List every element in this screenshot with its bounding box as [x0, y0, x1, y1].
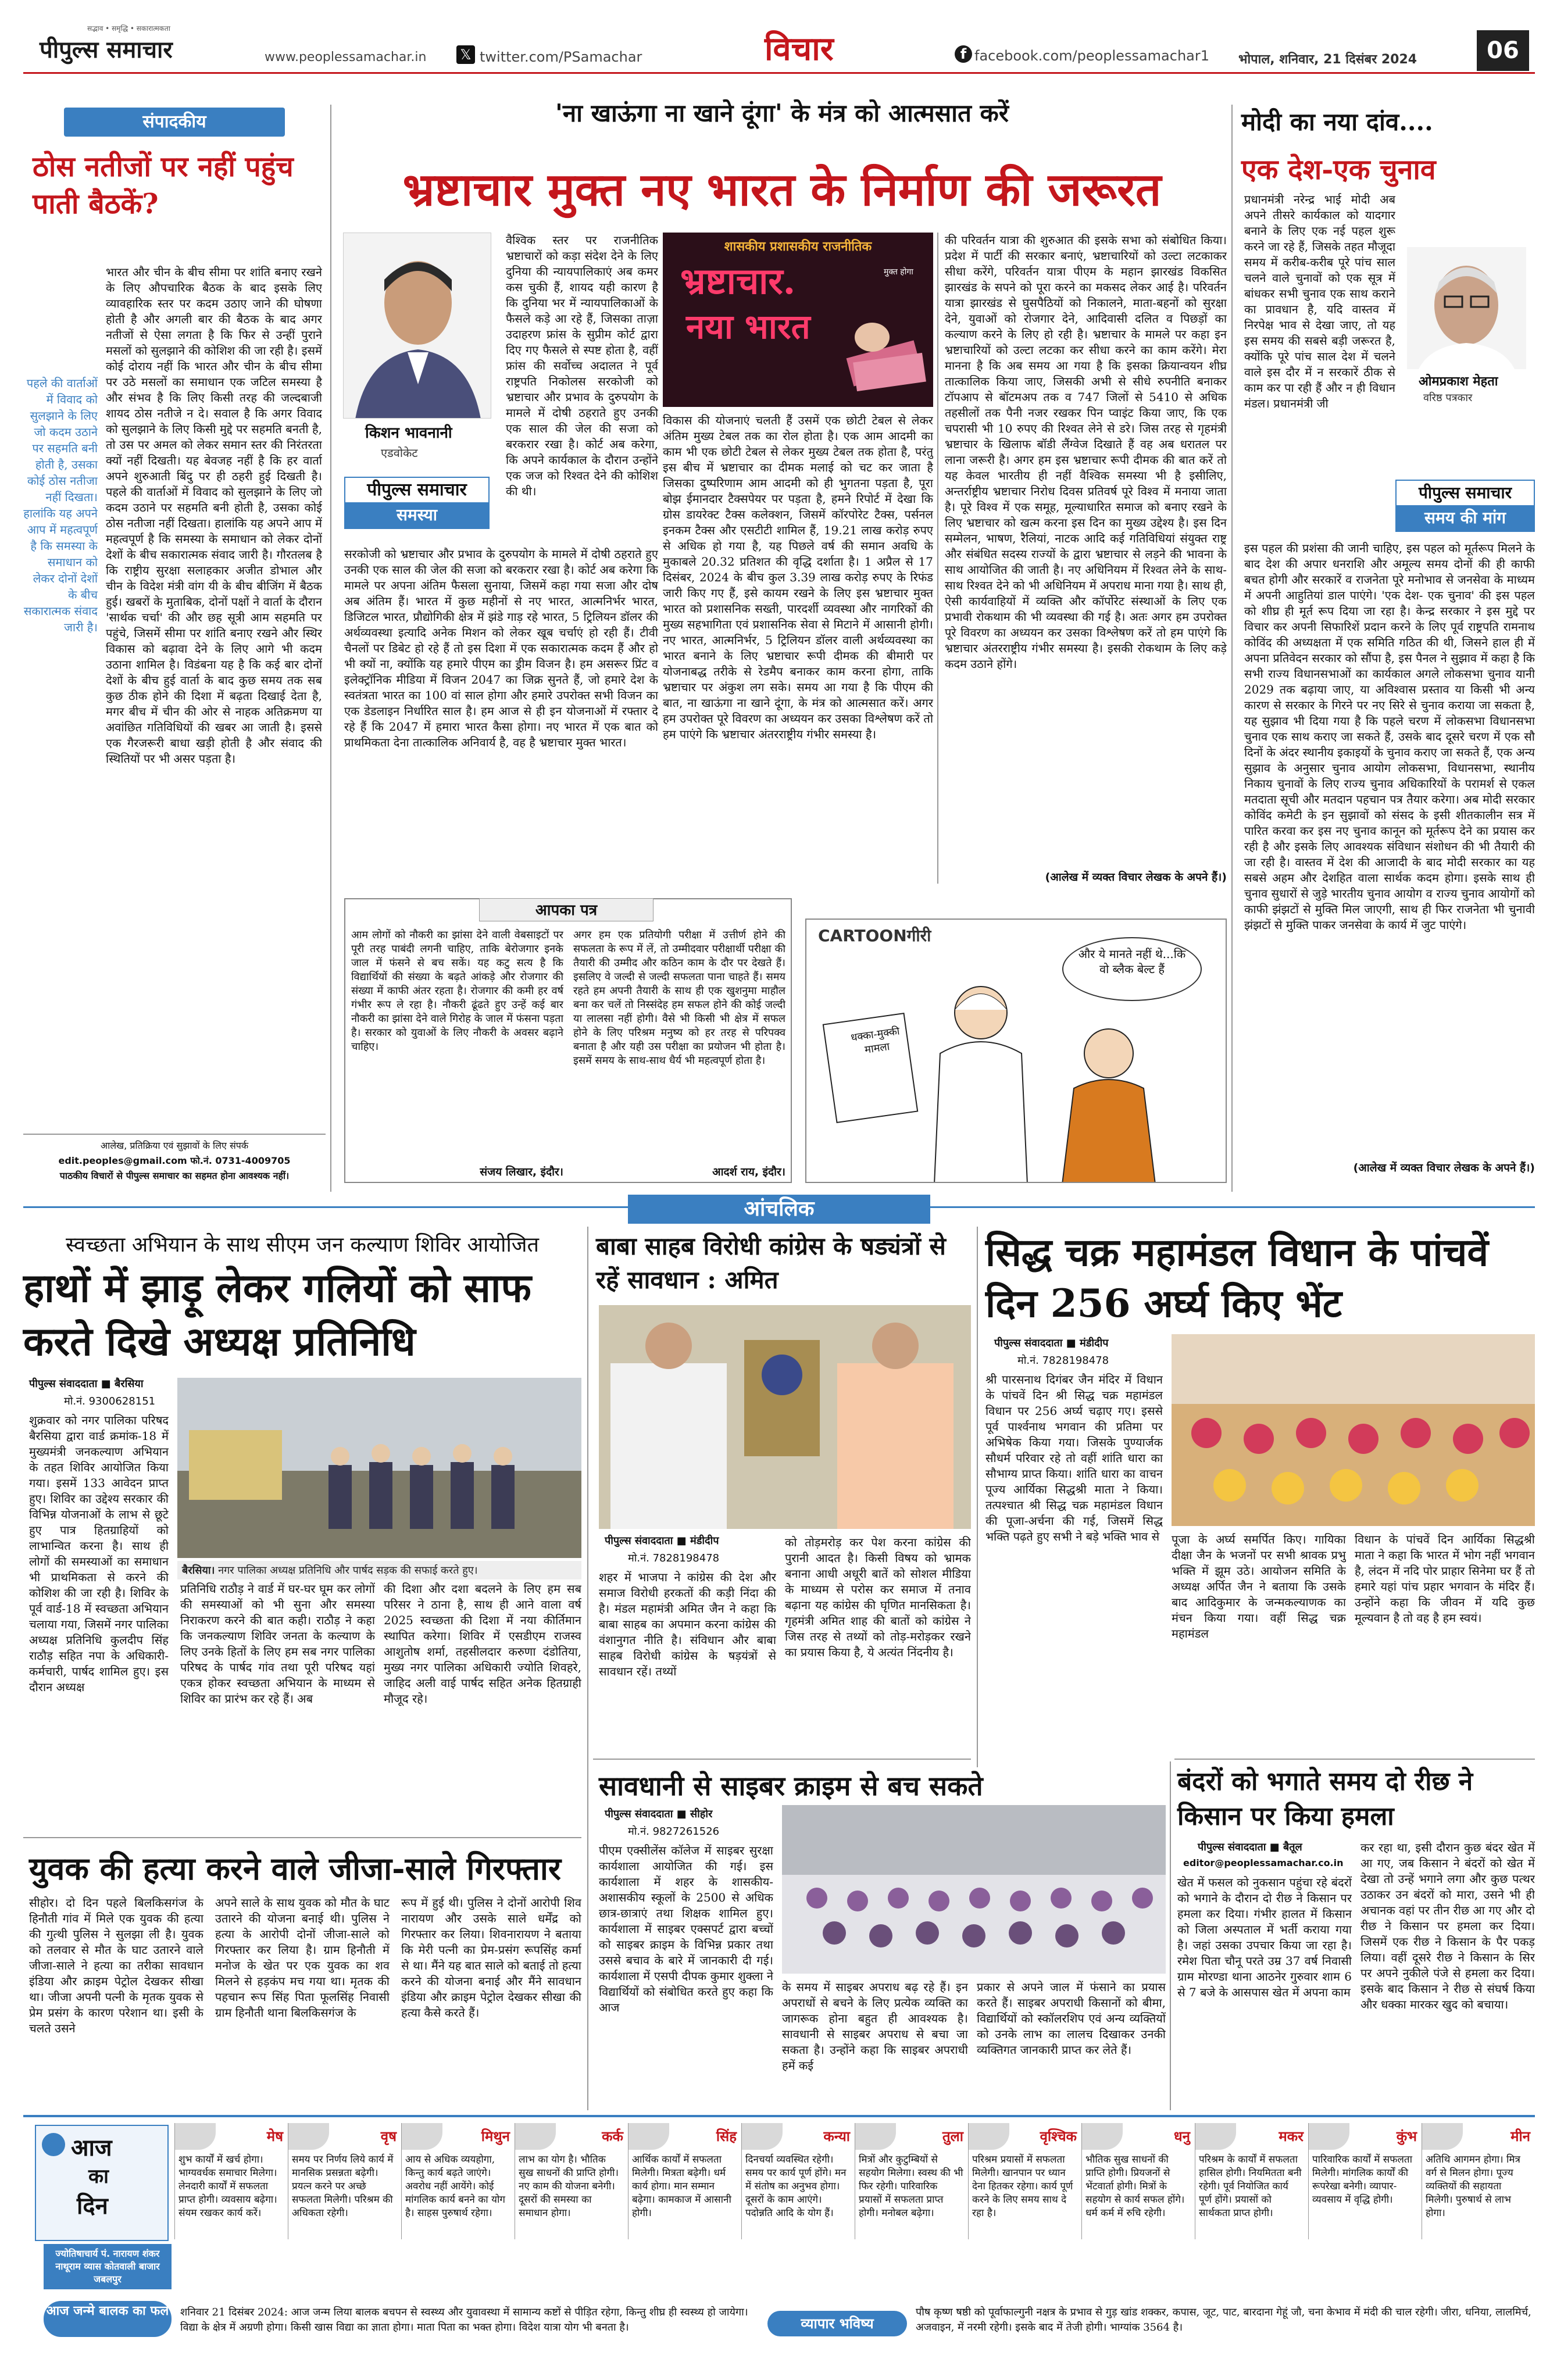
s5-byline: पीपुल्स संवाददाता ■ सीहोर [605, 1808, 713, 1820]
divider [1170, 1761, 1171, 2110]
lead-col-3: विकास की योजनाएं चलती हैं उसमें एक छोटी टेबल से लेकर अंतिम मुख्य टेबल तक का रोल होता है। एक आम आदमी का काम भी एक छोटी टेबल से लेकर मुख्य टेबल तक होता है, परंतु इस बीच में भ्रष्टाचार का दीमक मलाई को चट कर जाता है जिसका दुष्परिणाम आम आदमी को ही भुगतना पड़ता है, पूरा बोझ ईमानदार टैक्सपेयर पर पड़ता है, हमने रिपोर्ट में देखा कि ग्रोस डायरेक्ट टैक्स कलेक्शन, जिसमें कॉरपोरेट टैक्स, पर्सनल इनकम टैक्स और एसटीटी शामिल हैं, 19.21 लाख करोड़ रुपए से अधिक हो गया है, यह पिछले वर्ष की समान अवधि के मुकाबले 20.32 प्रतिशत की वृद्धि दर्शाता है। 1 अप्रैल से 17 दिसंबर, 2024 के बीच कुल 3.39 लाख करोड़ रुपए के रिफंड जारी किए गए हैं, इसे कायम रखने के लिए इस भ्रष्टाचार मुक्त भारत को प्रशासनिक सख्ती, पारदर्शी व्यवस्था और नागरिकों की मुख्य सहभागिता एवं प्रशासनिक सेवा से मिटाने में आसानी होगी। नए भारत, आत्मनिर्भर, 5 ट्रिलियन डॉलर वाली अर्थव्यवस्था का भारत बनाने के लिए भ्रष्टाचार रूपी दीमक की बीमारी पर योजनाबद्ध तरीके से रेडमैप बनाकर काम करना होगा, ताकि भ्रष्टाचार पर अंकुश लग सके। समय आ गया है कि पीएम की बात, ना खाऊंगा ना खाने दूंगा, के मंत्र को आत्मसात करें। अगर हम उपरोक्त पूरे विवरण का अध्ययन कर उसका विश्लेषण करें तो हम पाएंगे कि भ्रष्टाचार अंतरराष्ट्रीय गंभीर समस्या है। [663, 413, 933, 741]
right-author-role: वरिष्ठ पत्रकार [1423, 392, 1473, 404]
brand-tagline: सद्भाव • समृद्धि • सकारात्मकता [87, 24, 170, 33]
sign-name: मिथुन [481, 2128, 510, 2145]
editorial-body: भारत और चीन के बीच सीमा पर शांति बनाए रखने के लिए औपचारिक बैठक के बाद इसके लिए व्यावहारिक स्तर पर कदम उठाए जाने की घोषणा होती है और अगली बार की बैठक के बाद अगर नतीजों से ऐसा लगता है कि फिर से उन्हीं पुराने मसलों को सुलझाने की कोशिश की जा रही है। इसमें कोई दोराय नहीं कि भारत और चीन के बीच सीमा पर उठे मसलों का समाधान एक जटिल समस्या है और संभव है कि लिए किसी तरह की जल्दबाजी शायद ठोस नतीजे न दे। सवाल है कि अगर विवाद को सुलझाने के लिए किसी मुद्दे पर सहमति बनती है, तो उस पर अमल को लेकर समान स्तर की निरंतरता क्यों नहीं दिखती। यह बेवजह नहीं है कि हर वार्ता अपने शुरुआती बिंदु पर ही ठहरी हुई दिखती है। पहले की वार्ताओं में विवाद को सुलझाने के लिए जो कदम उठाने पर सहमति बनी होती है, उसका कोई ठोस नतीजा नहीं दिखता। हालांकि यह अपने आप में महत्वपूर्ण है कि समस्या के समाधान को लेकर दोनों देशों के बीच सकारात्मक संवाद जारी है। गौरतलब है कि राष्ट्रीय सुरक्षा सलाहकार अजीत डोभाल और चीन के विदेश मंत्री वांग यी के बीच बीजिंग में बैठक हुई। खबरों के मुताबिक, दोनों पक्षों ने वार्ता के दौरान 'सार्थक चर्चा' की और छह सूत्री आम सहमति पर पहुंचे, जिसमें सीमा पर शांति बनाए रखने और स्थिर विकास को बढ़ावा देने के लिए आगे भी कदम उठाना शामिल है। विडंबना यह है कि कई बार दोनों देशों के बीच हुई वार्ता के बाद कुछ समय तक सब कुछ ठीक होने की दिशा में बढ़ता दिखाई देता है, मगर बीच में चीन की ओर से नाहक अतिक्रमण या अवांछित गतिविधियों की खबर आ जाती है। इससे एक गैरजरूरी बाधा खड़ी होती है और संवाद की स्थितियों पर भी असर पड़ता है। [106, 265, 322, 766]
sign-prediction: परिश्रम प्रयासों में सफलता मिलेगी। खानपान पर ध्यान देना हितकर रहेगा। कार्य पूर्ण करने के लिए समय साथ दे रहा है। [972, 2154, 1073, 2219]
s1-caption-location: बैरसिया। [182, 1564, 215, 1577]
horoscope-sign [401, 2123, 513, 2239]
sign-prediction: आय से अधिक व्ययहोगा, किन्तु कार्य बढ़ते जाएंगे। अवरोध नहीं आयेंगे। कोई मांगलिक कार्य बनने का योग है। साहस पुरुषार्थ रहेगा। [405, 2154, 505, 2219]
sign-prediction: शुभ कार्यों में खर्च होगा। भाग्यवर्धक समाचार मिलेगा। लेनदारी कार्यों में सफलता प्राप्त होगी। व्यवसाय बढ़ेगा। संयम रखकर कार्य करें। [178, 2154, 277, 2219]
market-text: पौष कृष्ण षष्ठी को पूर्वाफाल्गुनी नक्षत्र के प्रभाव से गुड़ खांड शक्कर, कपास, जूट, पाट, बारदाना गेहूं जौ, चना केभाव में मंदी की चाल रहेगी। जीरा, धनिया, लालमिर्च, अजवाइन, में नरमी रहेगी। इसके बाद में तेजी होगी। भाग्यांक 3564 है। [916, 2306, 1531, 2333]
dateline: भोपाल, शनिवार, 21 दिसंबर 2024 [1238, 52, 1417, 67]
right-box-label: समय की मांग [1397, 505, 1534, 531]
horoscope-sign [1081, 2123, 1194, 2239]
s1-cleanup-photo-icon [177, 1378, 581, 1558]
sign-name: कुंभ [1396, 2128, 1417, 2145]
s1-caption-text: नगर पालिका अध्यक्ष प्रतिनिधि और पार्षद सड़क की सफाई करते हुए। [218, 1564, 478, 1577]
right-col-b: इस पहल की प्रशंसा की जानी चाहिए, इस पहल को मूर्तरूप मिलने के बाद देश की अपार धनराशि और अमूल्य समय दोनों की ही काफी बचत होगी और सरकारें व राजनेता पूरे मनोभाव से जनसेवा के माध्यम में अपनी आहुतियां डाल पाएंगे। 'एक देश- एक चुनाव' की इस पहल को शीघ्र ही मूर्त रूप दिया जा रहा है। केन्द्र सरकार ने इस मुद्दे पर विचार कर अपनी सिफारिशें प्रदान करने के लिए पूर्व राष्ट्रपति रामनाथ कोविंद की अध्यक्षता में एक समिति गठित की थी, जिसने हाल ही में अपना प्रतिवेदन सरकार को सौंपा है, इस पैनल ने सुझाव में कहा है कि सभी राज्य विधानसभाओं का कार्यकाल अगले लोकसभा चुनाव यानी 2029 तक बढ़ाया जाए, या अविश्वास प्रस्ताव या किसी भी अन्य कारण से सरकार के गिरने पर नए सिरे से चुनाव कराया जा सकता है, यह सुझाव भी दिया गया है कि पहले चरण में लोकसभा विधानसभा चुनाव एक साथ कराए जा सकते हैं, उसके बाद दूसरे चरण में एक सौ दिनों के अंदर स्थानीय इकाइयों के चुनाव कराए जा सकते हैं, एक अन्य सुझाव के अनुसार चुनाव आयोग लोकसभा, विधानसभा, स्थानीय निकाय चुनावों के लिए राज्य चुनाव अधिकारियों के परामर्श से एकल मतदाता सूची और मतदान पहचान पत्र तैयार करेगा। अब मोदी सरकार कोविंद कमेटी के इन सुझावों को संसद के इसी शीतकालीन सत्र में पारित करवा कर इस नए चुनाव कानून को मूर्तरूप देने का प्रयास कर रही है और इसके लिए आवश्यक संविधान संशोधन की भी तैयारी की जा रही है। वास्तव में देश की आजादी के बाद मोदी सरकार का यह सबसे अहम और देशहित वाला सार्थक कदम होगा। इसके साथ ही चुनाव सुधारों से जुड़े भारतीय चुनाव आयोग व राज्य चुनाव आयोगों को काफी झंझटों से मुक्ति मिल जाएगी, साथ ही फिर राजनेता भी चुनावी झंझटों से मुक्ति पाकर जनसेवा के कार्य में जुट पाएंगे। [1244, 541, 1535, 932]
box-label: समस्या [345, 502, 488, 528]
sign-name: वृश्चिक [1040, 2128, 1077, 2145]
horoscope-sign [968, 2123, 1080, 2239]
zodiac-icon [402, 2123, 442, 2150]
s4-col-1: सीहोर। दो दिन पहले बिलकिसगंज के हिनौती गांव में मिले एक युवक की हत्या की गुत्थी पुलिस ने सुलझा ली है। युवक को तलवार से मौत के घाट उतारने वाले जीजा-साले ने हत्या का तरीका सावधान इंडिया और क्राइम पेट्रोल देखकर सीखा था। जीजा अपनी पत्नी के मृतक युवक से प्रेम प्रसंग के कारण परेशान था। इसी के चलते उसने [29, 1896, 203, 2035]
s2-col-2: को तोड़मरोड़ कर पेश करना कांग्रेस की पुरानी आदत है। किसी विषय को भ्रामक बनाना आधी अधूरी बातें को सोशल मीडिया के माध्यम से परोस कर समाज में तनाव बढ़ाना यह कांग्रेस की घृणित मानसिकता है। गृहमंत्री अमित शाह की बातों को कांग्रेस ने जिस तरह से तथ्यों को तोड़-मरोड़कर रखने का प्रयास किया है, ये अत्यंत निंदनीय है। [785, 1535, 971, 1659]
cartoon-document: धक्का-मुक्की मामला [850, 1025, 901, 1056]
s5-col-1: पीएम एक्सीलेंस कॉलेज में साइबर सुरक्षा कार्यशाला आयोजित की गई। इस कार्यशाला में शहर के शासकीय-अशासकीय स्कूलों के 2500 से अधिक छात्र-छात्राएं तथा शिक्षक शामिल हुए। कार्यशाला में साइबर एक्सपर्ट द्वारा बच्चों को साइबर क्राइम के विभिन्न प्रकार तथा उससे बचाव के बारे में जानकारी दी गई। कार्यशाला में एसपी दीपक कुमार शुक्ला ने विद्यार्थियों को संबोधित करते हुए कहा कि आज [599, 1843, 773, 2014]
birthday-label: आज जन्मे बालक का फल [44, 2301, 172, 2337]
right-headline: एक देश-एक चुनाव [1241, 153, 1436, 186]
lead-kicker: 'ना खाऊंगा ना खाने दूंगा' के मंत्र को आत्मसात करें [555, 99, 1009, 127]
brand-logo[interactable]: पीपुल्स समाचार [40, 36, 173, 63]
sign-prediction: भौतिक सुख साधनों की प्राप्ति होगी। प्रियजनों से भेंटवार्ता होगी। मित्रों के सहयोग से कार्य सफल होंगे। धर्म कर्म में रुचि रहेगी। [1085, 2154, 1185, 2219]
horoscope-sign [174, 2123, 287, 2239]
masthead [23, 24, 1535, 74]
cartoon-box [805, 919, 1227, 1183]
author-name: किशन भावनानी [365, 424, 452, 442]
lead-col-4: की परिवर्तन यात्रा की शुरुआत की इसके सभा को संबोधित किया। प्रदेश में पार्टी की सरकार बनाएं, भ्रष्टाचारियों को उल्टा लटकाकर सीधा करेंगे, परिवर्तन यात्रा पीएम के महान झारखंड विकसित झारखंड के सपने को पूरा करने का मकसद लेकर आई है। परिवर्तन यात्रा झारखंड से घुसपैठियों को निकालने, माता-बहनों को सुरक्षा देने, युवाओं को रोजगार देने, आदिवासी दलित व पिछड़ों का कल्याण करने के लिए हो रही है। भ्रष्टाचार के मामले पर कहा इन भ्रष्टाचारियों को उल्टा लटका कर सीधा करने का काम करेंगे। मेरा मानना है कि अब समय आ गया है कि इसका क्रियान्वयन शीघ्र तात्कालिक किया जाए, जिसकी अभी से सीधे रुपनीति बनाकर टॉपआप से बॉटमअप तक व 747 जिलों से 5410 से अधिक तहसीलों तक पैनी नजर रखकर पिन प्वाइंट किया जाए, कि एक चपरासी भी 10 रुपए की रिश्वत लेने से डरे। जिस तरह से गृहमंत्री भ्रष्टाचार के खिलाफ बॉडी लैंग्वेज दिखाते हैं वह अब धरातल पर लाना जरूरी है। अगर हम इस भ्रष्टाचार रूपी दीमक की बात करें तो यह केवल भारतीय ही नहीं वैश्विक समस्या भी है इसीलिए, अन्तर्राष्ट्रीय भ्रष्टाचार निरोध दिवस प्रतिवर्ष पूरे विश्व में मनाया जाता है। पूरे विश्व में एक समूह, मूल्याधारित समाज को बनाए रखने के लिए भ्रष्टाचार को खत्म करना इस दिन का मुख्य उद्देश्य है। इस दिन सम्मेलन, भाषण, रैलियां, नाटक आदि कई गतिविधियां संयुक्त राष्ट्र और संबंधित सदस्य राज्यों के द्वारा भ्रष्टाचार से लड़ने की भावना के साथ आयोजित की जाती है। नए अधिनियम में रिश्वत लेने के साथ-साथ रिश्वत देने को भी अधिनियम में अपराध माना गया है। साथ ही, ऐसी कार्यवाहियों में व्यक्ति और कॉर्पोरेट संस्थाओं के लिए एक प्रभावी रोकथाम की भी व्यवस्था की गई है। अतः अगर हम उपरोक्त पूरे विवरण का अध्ययन कर उसका विश्लेषण करें तो हम पाएंगे कि भ्रष्टाचार अंतरराष्ट्रीय गंभीर समस्या है। इसकी रोकथाम के लिए कड़े कदम उठाने होंगे। [945, 233, 1227, 671]
author-portrait-icon [344, 233, 491, 419]
s1-col-2: प्रतिनिधि राठौड़ ने वार्ड में घर-घर घूम कर लोगों की समस्याओं को भी सुना और समस्या निराकरण करने की बात कही। राठौड़ ने कहा कि जनकल्याण शिविर जनता के कल्याण के लिए उनके हितों के लिए हम सब नगर पालिका परिषद के पार्षद गांव तथा पूरी परिषद यहां एकत्र होकर स्वच्छता अभियान के माध्यम से शिविर का प्रारंभ कर रहे हैं। अब [180, 1582, 375, 1706]
zodiac-icon [1309, 2123, 1349, 2150]
s2-photo [599, 1305, 971, 1529]
sun-icon [42, 2133, 65, 2156]
s3-ceremony-photo-icon [1172, 1334, 1535, 1526]
s3-photo [1172, 1334, 1535, 1526]
zodiac-icon [1195, 2123, 1236, 2150]
horoscope-sign [515, 2123, 627, 2239]
s1-headline: हाथों में झाड़ू लेकर गलियों को साफ करते दिखे अध्यक्ष प्रतिनिधि [23, 1265, 531, 1365]
zodiac-icon [515, 2123, 556, 2150]
divider [937, 233, 938, 884]
zodiac-icon [855, 2123, 896, 2150]
s3-byline: पीपुल्स संवाददाता ■ मंडीदीप [994, 1337, 1109, 1349]
sign-prediction: मित्रों और कुटुम्बियों से सहयोग मिलेगा। स्वस्थ की भी फिर रहेगी। पारिवारिक प्रयासों में सफलता प्राप्त होगी। मनोबल बढ़ेगा। [859, 2154, 963, 2219]
right-endnote: (आलेख में व्यक्त विचार लेखक के अपने हैं।) [1353, 1162, 1535, 1174]
s6-byline: पीपुल्स संवाददाता ■ बैतूल [1198, 1841, 1302, 1853]
s6-email[interactable]: editor@peoplessamachar.co.in [1183, 1857, 1344, 1868]
letter-2: अगर हम एक प्रतियोगी परीक्षा में उत्तीर्ण होने की सफलता के रूप में लें, तो उम्मीदवार परीक्षार्थी परीक्षा की तैयारी की उम्मीद और कठिन काम के दौर पर देखते हैं। इसलिए वे जल्दी से जल्दी सफलता पाना चाहते हैं। समय रहते हम अपनी तैयारी के साथ ही एक खुशनुमा माहौल बना कर चलें तो निस्संदेह हम सफल होने की कोई जल्दी या लालसा नहीं होगी। वैसे भी किसी भी क्षेत्र में सफल होने के लिए परिश्रम मनुष्य को हर तरह से परिपक्व बनाता है और यही उस परीक्षा का प्रयोजन भी होता है। इसमें समय के साथ-साथ धैर्य भी महत्वपूर्ण होता है। [573, 929, 785, 1067]
astrologer-credit: ज्योतिषाचार्य पं. नारायण शंकर नाथूराम व्यास कोतवाली बाजार जबलपुर [44, 2244, 172, 2289]
sign-prediction: परिश्रम के कार्यों में सफलता हासिल होगी। नियमितता बनी रहेगी। पूर्व नियोजित कार्य पूर्ण होंगे। प्रयासों को सार्थकता प्राप्त होगी। [1199, 2154, 1302, 2219]
editorial-column [23, 108, 326, 1189]
zodiac-icon [969, 2123, 1009, 2150]
letters-label: आपका पत्र [479, 898, 653, 921]
editorial-footer-line1: आलेख, प्रतिक्रिया एवं सुझावों के लिए संपर्क [100, 1140, 249, 1151]
horoscope-sign [855, 2123, 967, 2239]
s3-headline: सिद्ध चक्र महामंडल विधान के पांचवें दिन 256 अर्घ्य किए भेंट [985, 1230, 1489, 1326]
divider [977, 1227, 978, 1767]
horoscope-title-3: दिन [77, 2193, 108, 2220]
s4-col-3: रूप में हुई थी। पुलिस ने दोनों आरोपी शिव नारायण और उसके साले धर्मेंद्र को गिरफ्तार कर लिया। शिवनारायण ने बताया कि मेरी पत्नी का प्रेम-प्रसंग रूपसिंह कर्मा से था। मैंने यह बात साले को बताई तो हत्या करने की योजना बनाई और मैंने सावधान इंडिया और क्राइम पेट्रोल देखकर सीखा की हत्या कैसे करते हैं। [401, 1896, 581, 2020]
zodiac-icon [742, 2123, 783, 2150]
s1-col-3: की दिशा और दशा बदलने के लिए हम सब परिसर ने ठाना है, साथ ही आने वाला वर्ष 2025 स्वच्छता की दिशा में नया कीर्तिमान स्थापित करेगा। शिविर में एसडीएम राजस्व आशुतोष शर्मा, तहसीलदार करुणा दंडोतिया, मुख्य नगर पालिका अधिकारी ज्योति शिवहरे, जाहिद अली वाई पार्षद सहित अनेक हितग्राही मौजूद रहे। [384, 1582, 581, 1706]
sign-name: कर्क [602, 2128, 623, 2145]
s5-photo [782, 1805, 1166, 1974]
horoscope-sign [288, 2123, 400, 2239]
s6-col-2: कर रहा था, इसी दौरान कुछ बंदर खेत में आ गए, जब किसान ने बंदरों को खेत में देखा तो उन्हें भगाने लगा और कुछ पत्थर उठाकर उन बंदरों को मारा, उसने भी ही अचानक वहां पर तीन रीछ आ गए और दो रीछ ने किसान पर हमला कर दिया। जिसमें एक रीछ ने किसान के पैर पकड़ लिया। वहीं दूसरे रीछ ने किसान के सिर पर अपने नुकीले पंजे से हमला कर दिया। इसके बाद किसान ने रीछ से संघर्ष किया और धक्का मारकर खुद को बचाया। [1360, 1841, 1535, 2011]
horoscope-sign [628, 2123, 740, 2239]
sign-name: मकर [1279, 2128, 1304, 2145]
editorial-footer-line3: पाठकीय विचारों से पीपुल्स समाचार का सहमत होना आवश्यक नहीं। [59, 1170, 290, 1181]
letters-box [344, 898, 792, 1183]
s2-mobile: मो.नं. 7828198478 [628, 1552, 720, 1564]
editorial-footer [23, 1134, 326, 1189]
sign-name: मेष [266, 2128, 283, 2145]
horoscope-title-1: आज [71, 2135, 112, 2161]
twitter-icon: 𝕏 [456, 45, 475, 64]
graphic-big-text-2: नया भारत [686, 307, 810, 346]
graphic-small-text: शासकीय प्रशासकीय राजनीतिक [724, 240, 872, 254]
s5-col-3: प्रकार से अपने जाल में फंसाने का प्रयास करते हैं। साइबर अपराधी किसानों को बीमा, विद्यार्थियों को स्कॉलरशिप एवं अन्य व्यक्तियों को उनके लाभ का लालच दिखाकर उनकी व्यक्तिगत जानकारी प्राप्त कर लेते हैं। [977, 1980, 1166, 2057]
lead-col-1: वैश्विक स्तर पर राजनीतिक भ्रष्टाचारों को कड़ा संदेश देने के लिए दुनिया की न्यायपालिकाएं अब कमर कस चुकी हैं, शायद यही कारण है कि दुनिया भर में न्यायपालिकाओं के फैसले कड़े आ रहे हैं, जिसका ताज़ा उदाहरण फ्रांस के सुप्रीम कोर्ट द्वारा दिए गए फैसले से स्पष्ट होता है, वहीं फ्रांस की सर्वोच्च अदालत ने पूर्व राष्ट्रपति निकोलस सरकोजी को भ्रष्टाचार और प्रभाव के दुरुपयोग के मामले में दोषी ठहराते हुए उनकी एक साल की जेल की सजा को बरकरार रखा है। कोर्ट अब करेगा, कि अपने कार्यकाल के दौरान उन्होंने एक जज को रिश्वत देने की कोशिश की थी। [506, 233, 658, 498]
horoscope-title-box [35, 2125, 169, 2241]
editorial-label: संपादकीय [64, 108, 285, 137]
sign-name: कन्या [823, 2128, 850, 2145]
editorial-pullquote: पहले की वार्ताओं में विवाद को सुलझाने के लिए जो कदम उठाने पर सहमति बनी होती है, उसका कोई ठोस नतीजा नहीं दिखता। हालांकि यह अपने आप में महत्वपूर्ण है कि समस्या के समाधान को लेकर दोनों देशों के बीच सकारात्मक संवाद जारी है। [23, 376, 98, 634]
letter-1: आम लोगों को नौकरी का झांसा देने वाली वेबसाइटों पर पूरी तरह पाबंदी लगनी चाहिए, ताकि बेरोजगार इनके जाल में फंसने से बच सकें। यह कटु सत्य है कि विद्यार्थियों की संख्या के बढ़ते आंकड़े और रोजगार की संख्या में काफी अंतर रहता है। रोजगार की कमी हर वर्ष गंभीर रूप ले रहा है। नौकरी ढूंढते हुए उन्हें कई बार नौकरी का झांसा देने वाले गिरोह के जाल में फंसना पड़ता है। सरकार को युवाओं के लिए नौकरी के अवसर बढ़ाने चाहिए। [351, 929, 563, 1053]
s1-mobile: मो.नं. 9300628151 [64, 1395, 156, 1407]
s5-headline: सावधानी से साइबर क्राइम से बच सकते [599, 1770, 983, 1802]
right-author-portrait-icon [1407, 247, 1526, 369]
zodiac-icon [288, 2123, 329, 2150]
birthday-text: शनिवार 21 दिसंबर 2024: आज जन्म लिया बालक बचपन से स्वस्थ्य और युवावस्था में सामान्य कष्टों से पीड़ित रहेगा, किन्तु शीघ्र ही स्वस्थ्य हो जायेगा। विद्या के क्षेत्र में अग्रणी होगा। किसी खास विद्या का ज्ञाता होगा। माता पिता का भक्त होगा। विदेश यात्रा योग भी बनता है। [180, 2306, 748, 2333]
s5-mobile: मो.नं. 9827261526 [628, 1825, 720, 1838]
s2-col-1: शहर में भाजपा ने कांग्रेस की देश और समाज विरोधी हरकतों की कड़ी निंदा की है। मंडल महामंत्री अमित जैन ने कहा कि बाबा साहब का अपमान करना कांग्रेस की वंशानुगत नीति है। संविधान और बाबा साहब विरोधी कांग्रेस के षड़यंत्रों से सावधान रहें। तथ्यों [599, 1570, 776, 1678]
divider [587, 1227, 588, 2110]
s4-headline: युवक की हत्या करने वाले जीजा-साले गिरफ्तार [29, 1850, 561, 1887]
s5-col-2: के समय में साइबर अपराध बढ़ रहे हैं। इन अपराधों से बचने के लिए प्रत्येक व्यक्ति का जागरूक होना बहुत ही आवश्यक है। सावधानी से साइबर अपराध से बचा जा सकता है। उन्होंने कहा कि साइबर अपराधी हमें कई [782, 1980, 968, 2072]
author-role: एडवोकेट [381, 446, 418, 460]
sign-name: वृष [380, 2128, 397, 2145]
cartoon-drawing-icon [806, 955, 1227, 1183]
twitter-link[interactable]: twitter.com/PSamachar [480, 49, 642, 65]
zodiac-icon [628, 2123, 669, 2150]
graphic-big-text-1: भ्रष्टाचार. [680, 260, 796, 302]
s3-col-2: पूजा के अर्घ्य समर्पित किए। गायिका दीक्षा जैन के भजनों पर सभी श्रावक प्रभु भक्ति में झूम उठे। आयोजन समिति के अध्यक्ष अर्पित जैन ने बताया कि उसके बाद आदिकुमार के जन्मकल्याणक का मंचन किया गया। वहीं सिद्ध चक्र महामंडल [1172, 1532, 1346, 1641]
s1-kicker: स्वच्छता अभियान के साथ सीएम जन कल्याण शिविर आयोजित [65, 1233, 540, 1257]
sign-prediction: लाभ का योग है। भौतिक सुख साधनों की प्राप्ति होगी। नए काम की योजना बनेगी। दूसरों की समस्या का समाधान होगा। [519, 2154, 619, 2219]
s1-byline: पीपुल्स संवाददाता ■ बैरसिया [29, 1378, 144, 1390]
sign-name: मीन [1510, 2128, 1530, 2145]
lead-endnote: (आलेख में व्यक्त विचार लेखक के अपने हैं।) [1045, 871, 1227, 884]
sign-name: तुला [942, 2128, 963, 2145]
horoscope-sign [1195, 2123, 1307, 2239]
zodiac-icon [1422, 2123, 1463, 2150]
page-number: 06 [1477, 30, 1529, 71]
s6-col-1: खेत में फसल को नुकसान पहुंचा रहे बंदरों को भगाने के दौरान दो रीछ ने किसान पर हमला कर दिया। गंभीर हालत में किसान को जिला अस्पताल में भर्ती कराया गया है। जहां उसका उपचार किया जा रहा है। रमेश पिता चौनू परते उम्र 37 वर्ष निवासी ग्राम मोरण्डा थाना आठनेर गुरुवार शाम 6 से 7 बजे के आसपास खेत में अपना काम [1177, 1875, 1352, 1999]
sign-prediction: दिनचर्या व्यवस्थित रहेगी। समय पर कार्य पूर्ण होंगे। मन में संतोष का अनुभव होगा। दूसरों के काम आएंगे। पदोन्नति आदि के योग हैं। [745, 2154, 847, 2219]
sign-prediction: आर्थिक कार्यों में सफलता मिलेगी। मित्रता बढ़ेगी। धर्म कार्य होगा। मान सम्मान बढ़ेगा। कामकाज में आसानी होगी। [632, 2154, 731, 2219]
right-author-photo [1407, 247, 1526, 369]
zodiac-icon [1082, 2123, 1123, 2150]
cash-hand-icon [837, 314, 930, 401]
cartoon-bubble: और ये मानते नहीं थे...कि वो ब्लैक बेल्ट हैं [1062, 937, 1202, 1001]
graphic-tag: मुक्त होगा [884, 267, 913, 277]
cartoon-label: CARTOONगीरी [818, 926, 931, 945]
horoscope-sign [1308, 2123, 1420, 2239]
divider [1231, 105, 1233, 1192]
horoscope-sign [1422, 2123, 1534, 2239]
horoscope-title-2: का [88, 2165, 109, 2188]
facebook-icon: f [955, 45, 972, 63]
sign-name: धनु [1173, 2128, 1190, 2145]
right-box-brand: पीपुल्स समाचार [1418, 483, 1512, 502]
lead-headline: भ्रष्टाचार मुक्त नए भारत के निर्माण की जरूरत [402, 163, 1162, 216]
sign-name: सिंह [716, 2128, 737, 2145]
section-title: विचार [765, 30, 834, 68]
horoscope-sign [741, 2123, 854, 2239]
horoscope-rule [23, 2115, 1535, 2117]
s2-byline: पीपुल्स संवाददाता ■ मंडीदीप [605, 1535, 719, 1547]
sign-prediction: पारिवारिक कार्यों में सफलता मिलेगी। मांगलिक कार्यों की रूपरेखा बनेगी। व्यापार-व्यवसाय में वृद्धि होगी। [1312, 2154, 1412, 2206]
s2-event-photo-icon [599, 1305, 971, 1529]
anchalik-label: आंचलिक [628, 1195, 930, 1224]
s5-workshop-photo-icon [782, 1805, 1166, 1974]
corruption-graphic [663, 233, 933, 407]
sign-prediction: अतिथि आगमन होगा। मित्र वर्ग से मिलन होगा। पूज्य व्यक्तियों की सहायता मिलेगी। पुरुषार्थ से लाभ होगा। [1426, 2154, 1520, 2219]
right-author-name: ओमप्रकाश मेहता [1419, 374, 1498, 389]
editorial-footer-email[interactable]: edit.peoples@gmail.com फो.नं. 0731-4009705 [58, 1155, 291, 1166]
lead-col-2: सरकोजी को भ्रष्टाचार और प्रभाव के दुरुपयोग के मामले में दोषी ठहराते हुए उनकी एक साल की जेल की सजा को बरकरार रखा है। कोर्ट अब करेगा कि मामले पर अपना अंतिम फैसला सुनाया, जिसमें कहा गया सजा और दोष अब अंतिम हैं। भारत में कुछ महीनों से नए भारत, आत्मनिर्भर भारत, डिजिटल भारत, प्रौद्योगिकी क्षेत्र में झंडे गाड़ रहे भारत, 5 ट्रिलियन डॉलर की अर्थव्यवस्था इत्यादि अनेक मिशन को लेकर खूब चर्चाएं हो रही हैं। टीवी चैनलों पर डिबेट हो रहे हैं तो इस दिशा में एक सकारात्मक कदम हैं और हो भी क्यों ना, क्योंकि यह हमारे पीएम का ड्रीम विजन है। हम असरूर प्रिंट व इलेक्ट्रॉनिक मीडिया में विजन 2047 का जिक्र सुनते हैं, जो हमारे देश के स्वतंत्रता भारत का 100 वां साल होगा और हमारे उपरोक्त सभी विजन का एक डेडलाइन निर्धारित साल है। हम आज से ही इन योजनाओं में रफ्तार दे रहे हैं कि 2047 में हमारा भारत कैसा होगा। नए भारत में एक बात को प्राथमिकता देना तात्कालिक अनिवार्य है, वह है भ्रष्टाचार मुक्त भारत। [344, 547, 658, 749]
letter-1-signature: संजय लिखार, इंदौर। [480, 1166, 563, 1178]
editorial-title: ठोस नतीजों पर नहीं पहुंच पाती बैठकें? [33, 151, 294, 220]
market-label: व्यापार भविष्य [767, 2311, 907, 2336]
divider [23, 1837, 581, 1838]
website-link[interactable]: www.peoplessamachar.in [265, 50, 427, 65]
divider [330, 105, 331, 1192]
s3-mobile: मो.नं. 7828198478 [1017, 1355, 1109, 1367]
right-kicker: मोदी का नया दांव.... [1241, 108, 1433, 136]
letter-2-signature: आदर्श राय, इंदौर। [712, 1166, 785, 1178]
author-photo [343, 233, 491, 419]
s1-caption [177, 1561, 581, 1579]
s3-col-3: विधान के पांचवें दिन आर्यिका सिद्धश्री माता ने कहा कि भारत में भोग नहीं भगवान है, लंदन में नदि पोर प्राहार सिनेमा घर हैं तो हमारे यहां पांच प्रहार भगवान के मंदिर हैं। उन्होंने कहा कि जीवन में यदि कुछ मूल्यवान है तो वह है हम स्वयं। [1355, 1532, 1535, 1625]
divider [1174, 1759, 1535, 1760]
divider [593, 1759, 971, 1760]
zodiac-icon [175, 2123, 216, 2150]
brand-box [344, 477, 490, 529]
sign-prediction: समय पर निर्णय लिये कार्य में मानसिक प्रसन्नता बढ़ेगी। प्रयत्न करने पर अच्छे सफलता मिलेगी। परिश्रम की अधिकता रहेगी। [292, 2154, 394, 2219]
s1-photo [177, 1378, 581, 1558]
s4-col-2: अपने साले के साथ युवक को मौत के घाट उतारने की योजना बनाई थी। पुलिस ने हत्या के आरोपी दोनों जीजा-साले को गिरफ्तार कर लिया है। ग्राम हिनौती में मनोज के खेत पर एक युवक का शव मिलने से हड़कंप मच गया था। मृतक की पहचान रूप सिंह पिता फूलसिंह निवासी ग्राम हिनौती थाना बिलकिसगंज के [215, 1896, 390, 2020]
facebook-link[interactable]: facebook.com/peoplessamachar1 [974, 48, 1209, 64]
s6-headline: बंदरों को भगाते समय दो रीछ ने किसान पर किया हमला [1177, 1767, 1473, 1831]
s2-headline: बाबा साहब विरोधी कांग्रेस के षड्यंत्रों से रहें सावधान : अमित [596, 1232, 946, 1294]
s1-col-1: शुक्रवार को नगर पालिका परिषद बैरसिया द्वारा वार्ड क्रमांक-18 में मुख्यमंत्री जनकल्याण अभियान के तहत शिविर आयोजित किया गया। इसमें 133 आवेदन प्राप्त हुए। शिविर का उद्देश्य सरकार की विभिन्न योजनाओं के लाभ से छूटे हुए पात्र हितग्राहियों को लाभान्वित करना है। साथ ही लोगों की समस्याओं का समाधान भी प्राथमिकता से करने की कोशिश की जा रही है। शिविर के पूर्व वार्ड-18 में स्वच्छता अभियान चलाया गया, जिसमें नगर पालिका अध्यक्ष प्रतिनिधि कुलदीप सिंह राठौड़ सहित नपा के अधिकारी-कर्मचारी, पार्षद शामिल हुए। इस दौरान अध्यक्ष [29, 1413, 169, 1694]
right-col-a: प्रधानमंत्री नरेन्द्र भाई मोदी अब अपने तीसरे कार्यकाल को यादगार बनाने के लिए एक नई पहल शुरू करने जा रहे हैं, जिसके तहत मौजूदा समय में करीब-करीब पूरे पांच साल चलने वाले चुनावों को एक सूत्र में बांधकर सभी चुनाव एक साथ कराने का प्रावधान है, यदि वास्तव में निरपेक्ष भाव से देखा जाए, तो यह इस समय की सबसे बड़ी जरूरत है, क्योंकि पूरे पांच साल देश में चलने वाले इस दौर में न सरकारें ठीक से काम कर पा रही हैं और न ही विधान मंडल। प्रधानमंत्री जी [1244, 192, 1395, 410]
s3-col-1: श्री पारसनाथ दिगंबर जैन मंदिर में विधान के पांचवें दिन श्री सिद्ध चक्र महामंडल विधान पर 256 अर्घ्य चढ़ाए गए। इससे पूर्व पार्श्वनाथ भगवान की प्रतिमा पर अभिषेक किया गया। जिसके पुण्यार्जक सौधर्म परिवार रहे तो वहीं शांति धारा का सौभाग्य प्राप्त किया। शांति धारा का वाचन पूज्य आर्यिका सिद्धश्री माता ने किया। तत्पश्चात श्री सिद्ध चक्र महामंडल विधान की पूजा-अर्चना की गई, जिसमें सिद्ध भक्ति पढ़ते हुए सभी ने बड़े भक्ति भाव से [985, 1373, 1163, 1543]
box-brand: पीपुल्स समाचार [367, 480, 467, 500]
right-brand-box [1395, 480, 1535, 532]
